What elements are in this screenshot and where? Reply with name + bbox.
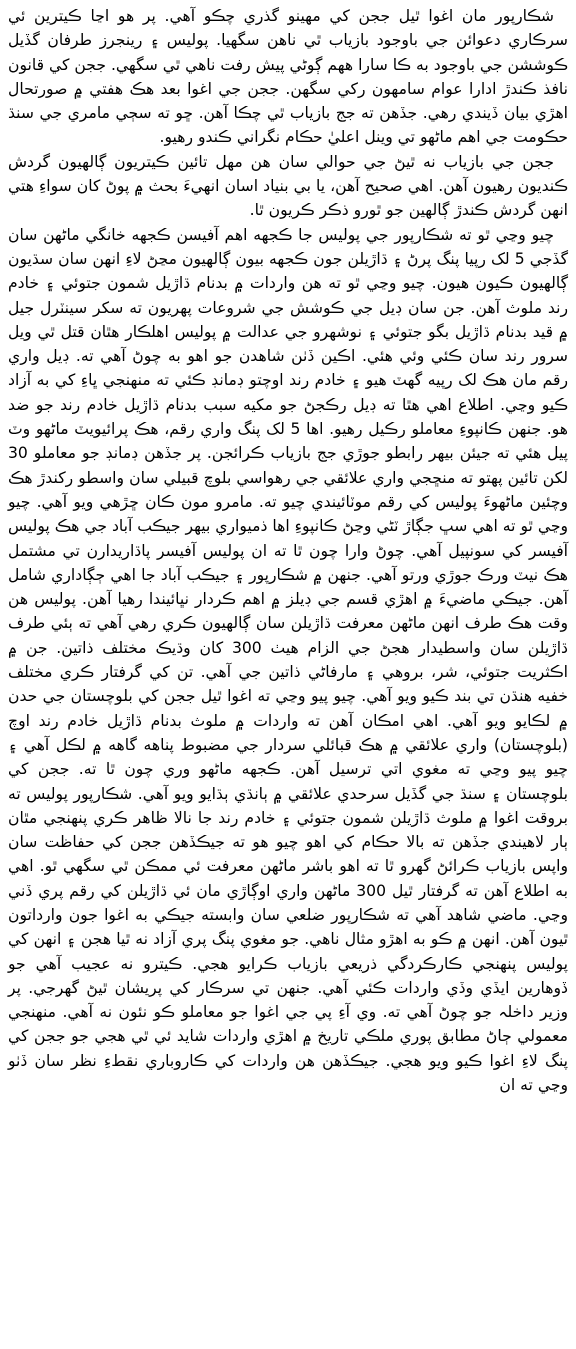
paragraph-2: ججن جي بازياب نه ٿيڻ جي حوالي سان هن مهل تائين ڪيتريون ڳالهيون گردش ڪنديون رهيون آهن. اهي صحيح آهن، يا بي بنياد اسان انهيءَ بحث ۾ پوڻ کان سواءِ هتي انهن گردش ڪندڙ ڳالهين جو ٿورو ذڪر ڪريون ٿا. <box>8 152 568 220</box>
paragraph-3: چيو وڃي ٿو ته شڪارپور جي پوليس جا ڪجهه اهم آفيسن ڪجهه خانگي ماڻهن سان گڏجي 5 لک رپيا پنگ پرڻ ۽ ڌاڙيلن جون ڪجهه بيون ڳالهيون مڃڻ لاءِ انهن سان سڌيون ڳالهيون ڪيون هيون. چيو وڃي ٿو ته هن واردات ۾ بدنام ڌاڙيل شمون جتوئي ۽ خادم رند ملوث آهن. جن سان ڊيل جي ڪوشش جي شروعات پهريون ته سکر سينٽرل جيل ۾ قيد بدنام ڌاڙيل بگو جتوئي ۽ نوشهرو جي عدالت ۾ پوليس اهلڪار هٿان قتل ٿي ويل سرور رند سان ڪئي وئي هئي. اڪين ڏٺن شاهدن جو اهو به چوڻ آهي ته. ڊيل واري رقم مان هڪ لک رپيه گهٽ هيو ۽ خادم رند اوچتو ڊمانڊ ڪئي ته منهنجي ڀاءِ کي به آزاد ڪيو وڃي. اطلاع اهي هٿا ته ڊيل رڪجڻ جو مکيه سبب بدنام ڌاڙيل خادم رند جو ضد هو. جنهن ڪانپوءِ معاملو رڪيل رهيو. اها 5 لک پنگ واري رقم، هڪ پرائيويٽ ماڻهو وٽ پيل هئي ته جيئن بيهر رابطو جوڙي جج بازياب ڪرائجن. پر جڏهن ڊمانڊ جو معاملو 30 لکن تائين پهتو ته منڇجي واري علائقي جي رهواسي بلوچ قبيلي سان واسطو رکندڙ هڪ وچئين ماڻهوءَ پوليس کي رقم موٽائيندي چيو ته. مامرو مون ڪان ڇڙهي ويو آهي. چيو وڃي ٿو ته اهي سڀ جڳاڙ ٽڻي وڃڻ ڪانپوءِ اها ذميواري بيهر جيڪب آباد جي هڪ پوليس آفيسر کي سونپيل آهي. چوڻ وارا چون ٿا ته ان پوليس آفيسر پاڌاريدارن تي مشتمل هڪ نيٽ ورڪ جوڙي ورتو آهي. جنهن ۾ شڪارپور ۽ جيڪب آباد جا اهي ڄڳاداري شامل آهن. جيڪي ماضيءَ ۾ اهڙي قسم جي ڊيلز ۾ اهم ڪردار نڀائيندا رهيا آهن. پوليس هن وقت هڪ طرف انهن ماڻهن معرفت ڌاڙيلن سان ڳالهيون ڪري رهي آهي ته ٻئي طرف ڌاڙيلن سان واسطيدار هجڻ جي الزام هيٺ 300 کان وڌيڪ مختلف ذاتين. جن ۾ اڪثريت جتوئي، شر، بروهي ۽ مارفاڻي ذاتين جي آهي. تن کي گرفتار ڪري مختلف خفيه هنڌن تي بند ڪيو ويو آهي. چيو پيو وڃي ته اغوا ٿيل ججن کي بلوچستان جي حدن ۾ لڪايو ويو آهي. اهي امڪان آهن ته واردات ۾ ملوث بدنام ڌاڙيل خادم رند اوچ (بلوچستان) واري علائقي ۾ هڪ قبائلي سردار جي مضبوط پناهه گاهه ۾ لڪل آهي ۽ چيو پيو وڃي ته مغوي اتي ترسيل آهن. ڪجهه ماڻهو وري چون ٿا ته. ججن کي بلوچستان ۽ سنڌ جي گڏيل سرحدي علائقي ۾ ٻانڌي ٻڌايو ويو آهي. شڪارپور پوليس ته بروقت اغوا ۾ ملوث ڌاڙيلن شمون جتوئي ۽ خادم رند جا نالا ظاهر ڪري پنهنجي مٿان ٻار لاهيندي جڏهن ته بالا حڪام کي اهو چيو هو ته جيڪڏهن ججن کي حفاظت سان واپس بازياب ڪرائڻ گهرو ٿا ته اهو باشر ماڻهن معرفت ئي ممڪن ٿي سگهي ٿو. اهي به اطلاع آهن ته گرفتار ٿيل 300 ماڻهن واري اوڳاڙي مان ئي ڌاڙيلن کي رقم پري ڏني وڃي. ماضي شاهد آهي ته شڪارپور ضلعي سان وابسته جيڪي به اغوا جون وارداتون ٿيون آهن. انهن ۾ ڪو به اهڙو مثال ناهي. جو مغوي پنگ پري آزاد نه ٿيا هجن ۽ انهن کي پوليس پنهنجي ڪارڪردگي ذريعي بازياب ڪرايو هجي. ڪيترو نه عجيب آهي جو ڏوهارين ايڏي وڏي واردات ڪئي آهي. جنهن تي سرڪار کي پريشان ٿيڻ گهرجي. پر وزير داخلہ جو چوڻ آهي ته. وي آءِ پي جي اغوا جو معاملو ڪو نئون نه آهي. منهنجي معمولي ڄاڻ مطابق پوري ملڪي تاريخ ۾ اهڙي واردات شايد ئي ٿي هجي جو ججن کي پنگ لاءِ اغوا ڪيو ويو هجي. جيڪڏهن هن واردات کي ڪاروباري نقطءِ نظر سان ڏٺو وڃي ته ان <box>8 225 568 1095</box>
paragraph-1: شڪارپور مان اغوا ٿيل ججن کي مهينو گذري چڪو آهي. پر هو اڃا ڪيترين ئي سرڪاري دعوائن جي باوجود بازياب ٿي ناهن سگهيا. پوليس ۽ رينجرز طرفان گڏيل ڪوششن جي باوجود به ڪا سارا ههم ڳوڻي پيش رفت ناهي ٿي سگهي. ججن کي قانون نافذ ڪندڙ ادارا عوام سامهون رکي سگهن. ججن جي اغوا بعد هڪ هفتي ۾ صورتحال اهڙي بيان ڏيندي رهي. جڏهن ته جج بازياب ٿي چڪا آهن. ڇو ته سڄي مامري جي سنڌ حڪومت جي اهم ماڻهو تي وينل اعليٰ حڪام نگراني ڪندو رهيو. <box>8 7 568 147</box>
